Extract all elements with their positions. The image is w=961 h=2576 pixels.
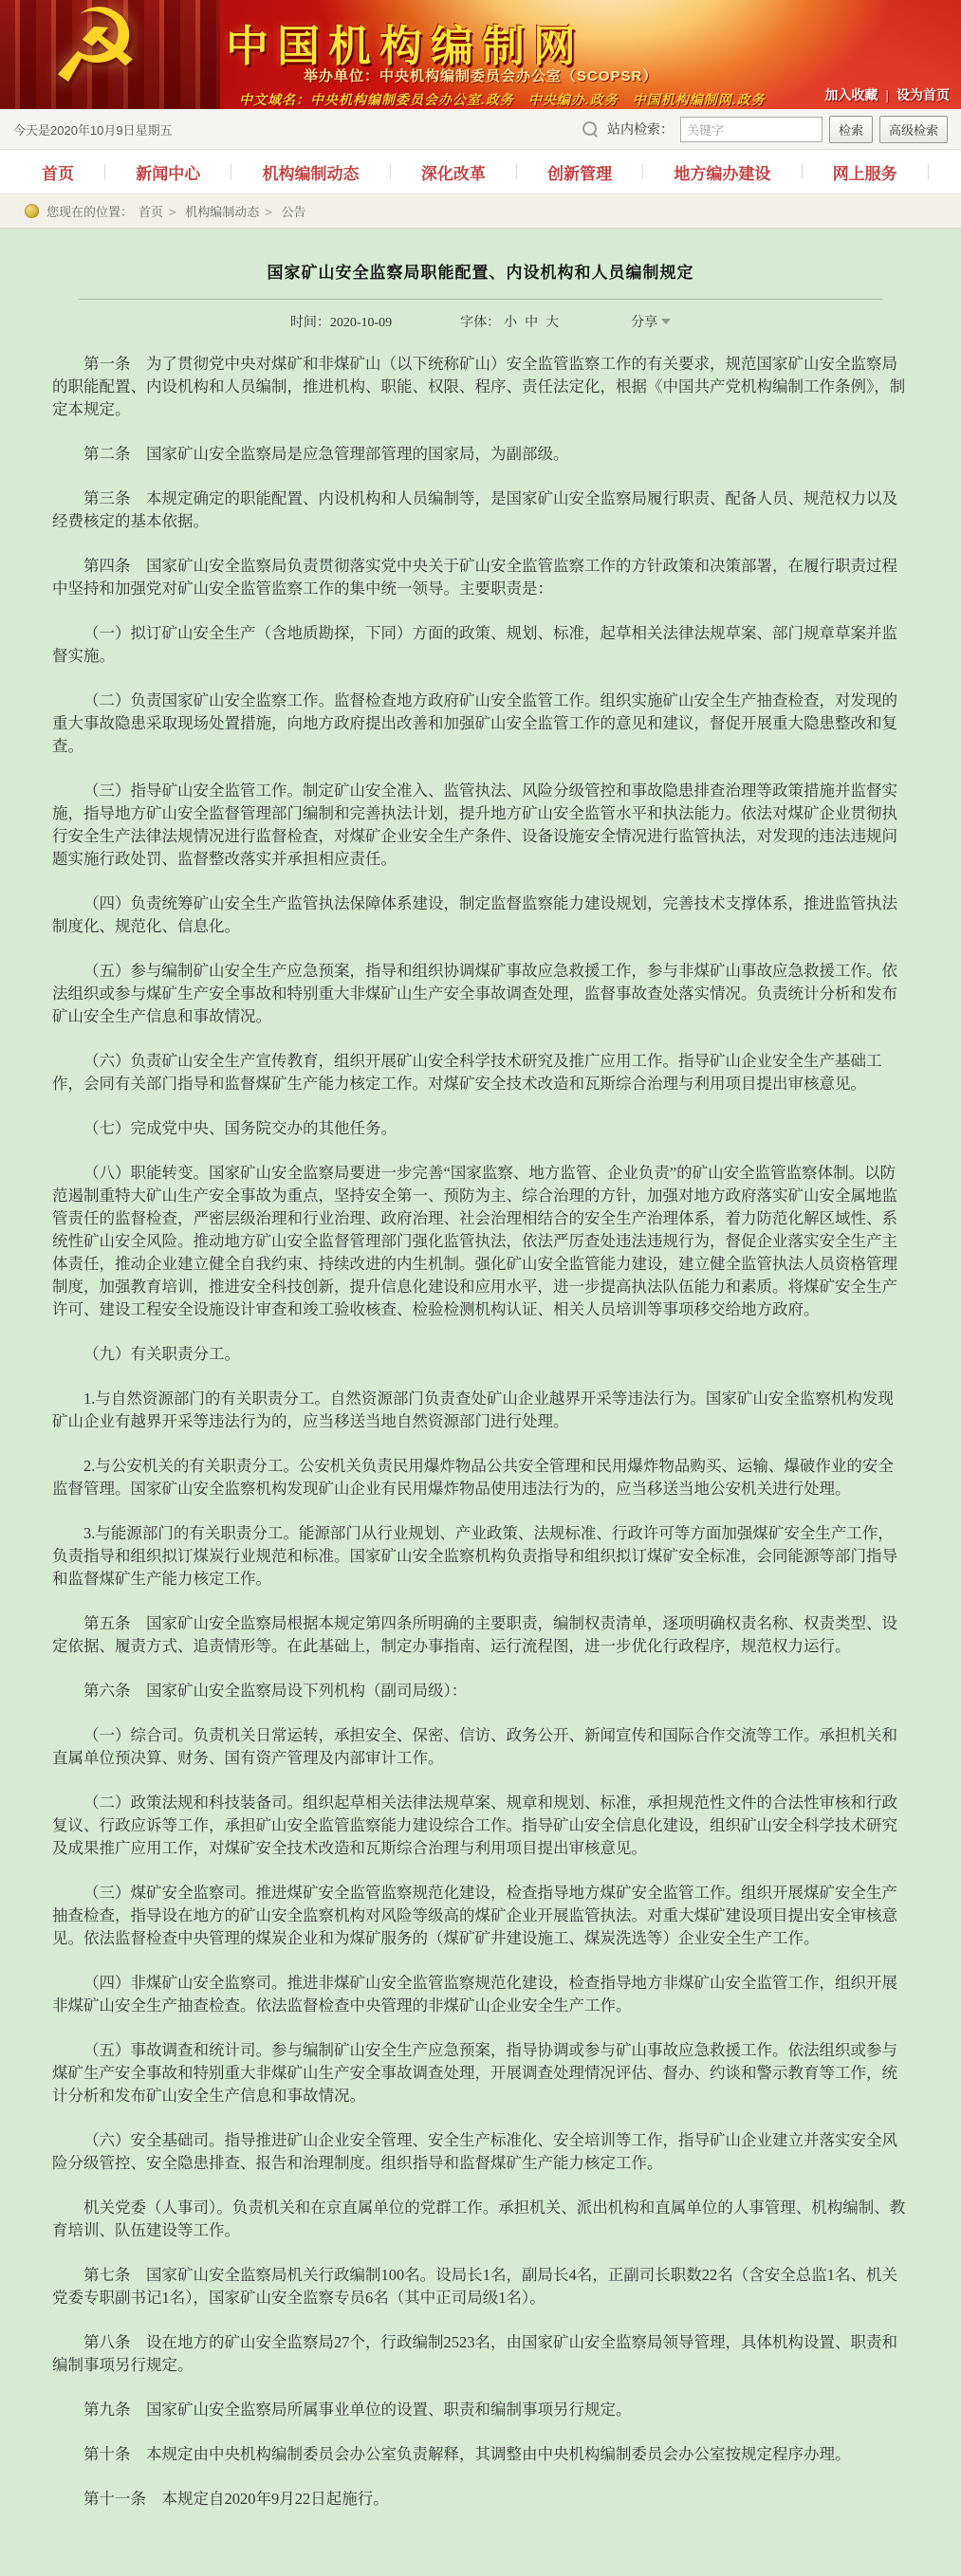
banner-quick-links xyxy=(824,85,950,104)
article-paragraph: （二）政策法规和科技装备司。组织起草相关法律法规草案、规章和规划、标准，承担规范性文件的合法性审核和行政复议、行政应诉等工作，承担矿山安全监管监察能力建设综合工作。指导矿山安全信息化建设，组织矿山安全科学技术研究及成果推广应用工作，对煤矿安全技术改造和瓦斯综合治理与利用项目提出审核意见。 xyxy=(52,1794,897,1857)
search-icon xyxy=(582,121,599,138)
nav-item[interactable]: 网上服务 xyxy=(832,164,897,183)
nav-item[interactable]: 创新管理 xyxy=(547,164,613,183)
article-body xyxy=(52,353,909,2511)
article-paragraph: 第三条 本规定确定的职能配置、内设机构和人员编制等，是国家矿山安全监察局履行职责、配备人员、规范权力以及经费核定的基本依据。 xyxy=(52,489,897,530)
party-emblem-building-image xyxy=(0,0,220,109)
article-paragraph: 第十条 本规定由中央机构编制委员会办公室负责解释，其调整由中央机构编制委员会办公室按规定程序办理。 xyxy=(83,2445,851,2463)
breadcrumb xyxy=(0,193,961,229)
article-content-area xyxy=(0,229,961,2576)
time-label: 时间： xyxy=(289,316,330,330)
article-paragraph: 第五条 国家矿山安全监察局根据本规定第四条所明确的主要职责，编制权责清单，逐项明确权责名称、权责类型、设定依据、履责方式、追责情形等。在此基础上，制定办事指南、运行流程图，进一步优化行政程序，规范权力运行。 xyxy=(52,1614,897,1655)
breadcrumb-item xyxy=(185,205,278,219)
site-banner xyxy=(0,0,961,109)
article-time xyxy=(290,312,392,331)
font-size-control xyxy=(460,312,563,331)
breadcrumb-link[interactable]: 首页 xyxy=(139,205,164,219)
location-icon xyxy=(25,204,39,218)
hammer-and-sickle-icon: ☭ xyxy=(49,0,141,106)
breadcrumb-trail xyxy=(139,202,317,220)
add-favorite-link[interactable]: 加入收藏 xyxy=(824,87,878,102)
site-search xyxy=(582,116,948,143)
share-label: 分享 xyxy=(631,316,658,330)
quick-links-divider: | xyxy=(885,87,889,102)
article-paragraph: （四）非煤矿山安全监察司。推进非煤矿山安全监管监察规范化建设，检查指导地方非煤矿山安全监管工作，组织开展非煤矿山安全生产抽查检查。依法监督检查中央管理的非煤矿山企业安全生产工作。 xyxy=(52,1974,897,2015)
font-size-option[interactable]: 中 xyxy=(525,316,539,330)
search-button[interactable]: 检索 xyxy=(829,116,873,143)
article-meta xyxy=(52,312,909,331)
font-size-option[interactable]: 小 xyxy=(504,316,518,330)
font-label: 字体： xyxy=(460,316,501,330)
nav-separator xyxy=(104,164,105,179)
banner-domains-text: 中文域名：中央机构编制委员会办公室.政务 中央编办.政务 中国机构编制网.政务 xyxy=(239,92,766,107)
article-paragraph: 2.与公安机关的有关职责分工。公安机关负责民用爆炸物品公共安全管理和民用爆炸物品购买、运输、爆破作业的安全监督管理。国家矿山安全监察机构发现矿山企业有民用爆炸物品使用违法行为的，应当移送当地公安机关进行处理。 xyxy=(52,1457,894,1498)
article-paragraph: （二）负责国家矿山安全监察工作。监督检查地方政府矿山安全监管工作。组织实施矿山安全生产抽查检查，对发现的重大事故隐患采取现场处置措施，向地方政府提出改善和加强矿山安全监管工作的意见和建议，督促开展重大隐患整改和复查。 xyxy=(52,691,897,755)
search-input[interactable] xyxy=(680,117,822,142)
set-homepage-link[interactable]: 设为首页 xyxy=(896,87,950,102)
article-paragraph: （一）综合司。负责机关日常运转，承担安全、保密、信访、政务公开、新闻宣传和国际合作交流等工作。承担机关和直属单位预决算、财务、国有资产管理及内部审计工作。 xyxy=(52,1726,897,1767)
article-paragraph: （五）事故调查和统计司。参与编制矿山安全生产应急预案，指导协调或参与矿山事故应急救援工作。依法组织或参与煤矿生产安全事故和特别重大非煤矿山生产安全事故调查处理，开展调查处理情况评估、督办、约谈和警示教育等工作，统计分析和发布矿山安全生产信息和事故情况。 xyxy=(52,2041,897,2105)
nav-separator xyxy=(802,164,803,179)
nav-separator xyxy=(390,164,391,179)
time-value: 2020-10-09 xyxy=(329,316,393,330)
advanced-search-button[interactable]: 高级检索 xyxy=(879,116,948,143)
article-paragraph: （六）安全基础司。指导推进矿山企业安全管理、安全生产标准化、安全培训等工作，指导矿山企业建立并落实安全风险分级管控、安全隐患排查、报告和治理制度。组织指导和监督煤矿生产能力核定工作。 xyxy=(52,2131,897,2172)
article-paragraph: （七）完成党中央、国务院交办的其他任务。 xyxy=(83,1119,397,1137)
article-paragraph: 第二条 国家矿山安全监察局是应急管理部管理的国家局，为副部级。 xyxy=(83,445,569,463)
nav-separator xyxy=(928,164,929,179)
nav-item[interactable]: 深化改革 xyxy=(420,164,486,183)
main-nav xyxy=(0,150,961,193)
breadcrumb-link[interactable]: 公告 xyxy=(281,205,306,219)
article-paragraph: （九）有关职责分工。 xyxy=(83,1345,240,1363)
nav-item[interactable]: 机构编制动态 xyxy=(262,164,360,183)
article-paragraph: （三）指导矿山安全监管工作。制定矿山安全准入、监管执法、风险分级管控和事故隐患排查治理等政策措施并监督实施，指导地方矿山安全监督管理部门编制和完善执法计划，提升地方矿山安全监管水平和执法能力。依法对煤矿企业贯彻执行安全生产法律法规情况进行监督检查，对煤矿企业安全生产条件、设备设施安全情况进行监管执法，对发现的违法违规问题实施行政处罚、监督整改落实并承担相应责任。 xyxy=(52,782,897,868)
font-size-option[interactable]: 大 xyxy=(545,316,560,330)
breadcrumb-link[interactable]: 机构编制动态 xyxy=(185,205,260,219)
article-paragraph: 机关党委（人事司）。负责机关和在京直属单位的党群工作。承担机关、派出机构和直属单位的人事管理、机构编制、教育培训、队伍建设等工作。 xyxy=(52,2199,906,2239)
article-paragraph: 1.与自然资源部门的有关职责分工。自然资源部门负责查处矿山企业越界开采等违法行为。国家矿山安全监察机构发现矿山企业有越界开采等违法行为的，应当移送当地自然资源部门进行处理。 xyxy=(52,1389,894,1430)
share-button[interactable] xyxy=(631,312,671,331)
utility-bar xyxy=(0,109,961,150)
article-paragraph: （五）参与编制矿山安全生产应急预案，指导和组织协调煤矿事故应急救援工作，参与非煤矿山事故应急救援工作。依法组织或参与煤矿生产安全事故和特别重大非煤矿山生产安全事故调查处理，监督事故查处落实情况。负责统计分析和发布矿山安全生产信息和事故情况。 xyxy=(52,962,897,1025)
article-paragraph: 第十一条 本规定自2020年9月22日起施行。 xyxy=(83,2490,389,2508)
site-title: 中国机构编制网 xyxy=(226,22,585,70)
banner-organizer-text: 举办单位：中央机构编制委员会办公室（SCOPSR） xyxy=(304,68,658,84)
breadcrumb-prefix: 您现在的位置： xyxy=(46,205,134,219)
nav-separator xyxy=(642,164,643,179)
nav-separator xyxy=(516,164,517,179)
current-date-text: 今天是2020年10月9日星期五 xyxy=(13,122,173,138)
breadcrumb-separator: > xyxy=(169,205,176,219)
nav-item[interactable]: 新闻中心 xyxy=(136,164,201,183)
article-paragraph: 第四条 国家矿山安全监察局负责贯彻落实党中央关于矿山安全监管监察工作的方针政策和决策部署，在履行职责过程中坚持和加强党对矿山安全监管监察工作的集中统一领导。主要职责是： xyxy=(52,557,897,598)
article-paragraph: （三）煤矿安全监察司。推进煤矿安全监管监察规范化建设，检查指导地方煤矿安全监管工作。组织开展煤矿安全生产抽查检查，指导设在地方的矿山安全监察机构对风险等级高的煤矿企业开展监管执法。对重大煤矿建设项目提出安全审核意见。依法监督检查中央管理的煤炭企业和为煤矿服务的（煤矿矿井建设施工、煤炭洗选等）企业安全生产工作。 xyxy=(52,1884,897,1947)
article-title: 国家矿山安全监察局职能配置、内设机构和人员编制规定 xyxy=(267,264,694,282)
article-paragraph: （六）负责矿山安全生产宣传教育，组织开展矿山安全科学技术研究及推广应用工作。指导矿山企业安全生产基础工作，会同有关部门指导和监督煤矿生产能力核定工作。对煤矿安全技术改造和瓦斯综合治理与利用项目提出审核意见。 xyxy=(52,1052,882,1093)
article-paragraph: （一）拟订矿山安全生产（含地质勘探，下同）方面的政策、规划、标准，起草相关法律法规草案、部门规章草案并监督实施。 xyxy=(52,624,897,665)
article-paragraph: 第七条 国家矿山安全监察局机关行政编制100名。设局长1名，副局长4名，正副司长职数22名（含安全总监1名、机关党委专职副书记1名），国家矿山安全监察专员6名（其中正司局级1名）。 xyxy=(52,2266,897,2307)
search-label: 站内检索： xyxy=(606,121,674,137)
breadcrumb-item xyxy=(139,205,182,219)
article-paragraph: （四）负责统筹矿山安全生产监管执法保障体系建设，制定监督监察能力建设规划，完善技术支撑体系，推进监管执法制度化、规范化、信息化。 xyxy=(52,894,897,935)
article-paragraph: 第六条 国家矿山安全监察局设下列机构（副司局级）： xyxy=(83,1682,468,1700)
breadcrumb-separator: > xyxy=(265,205,272,219)
article-paragraph: （八）职能转变。国家矿山安全监察局要进一步完善“国家监察、地方监管、企业负责”的矿山安全监管监察体制。以防范遏制重特大矿山生产安全事故为重点，坚持安全第一、预防为主、综合治理的方针，加强对地方政府落实矿山安全属地监管责任的监督检查，严密层级治理和行业治理、政府治理、社会治理相结合的安全生产治理体系，着力防范化解区域性、系统性矿山安全风险。推动地方矿山安全监督管理部门强化监管执法，依法严厉查处违法违规行为，督促企业落实安全生产主体责任，推动企业建立健全自我约束、持续改进的内生机制。强化矿山安全监管能力建设，建立健全监管执法人员资格管理制度，加强教育培训，推进安全科技创新，提升信息化建设和应用水平，进一步提高执法队伍能力和素质。将煤矿安全生产许可、建设工程安全设施设计审查和竣工验收核查、检验检测机构认证、相关人员培训等事项移交给地方政府。 xyxy=(52,1164,897,1318)
article-paragraph: 第一条 为了贯彻党中央对煤矿和非煤矿山（以下统称矿山）安全监管监察工作的有关要求，规范国家矿山安全监察局的职能配置、内设机构和人员编制，推进机构、职能、权限、程序、责任法定化，根据《中国共产党机构编制工作条例》，制定本规定。 xyxy=(52,355,906,418)
nav-item[interactable]: 首页 xyxy=(42,164,74,183)
article-paragraph: 3.与能源部门的有关职责分工。能源部门从行业规划、产业政策、法规标准、行政许可等方面加强煤矿安全生产工作，负责指导和组织拟订煤炭行业规范和标准。国家矿山安全监察机构负责指导和组织拟订煤矿安全标准，会同能源等部门指导和监督煤矿生产能力核定工作。 xyxy=(52,1524,897,1588)
nav-item[interactable]: 地方编办建设 xyxy=(674,164,771,183)
article-paragraph: 第八条 设在地方的矿山安全监察局27个，行政编制2523名，由国家矿山安全监察局领导管理，具体机构设置、职责和编制事项另行规定。 xyxy=(52,2333,897,2374)
share-caret-icon xyxy=(661,319,671,324)
title-divider xyxy=(79,299,882,300)
breadcrumb-item xyxy=(281,205,317,219)
article-paragraph: 第九条 国家矿山安全监察局所属事业单位的设置、职责和编制事项另行规定。 xyxy=(83,2401,632,2419)
